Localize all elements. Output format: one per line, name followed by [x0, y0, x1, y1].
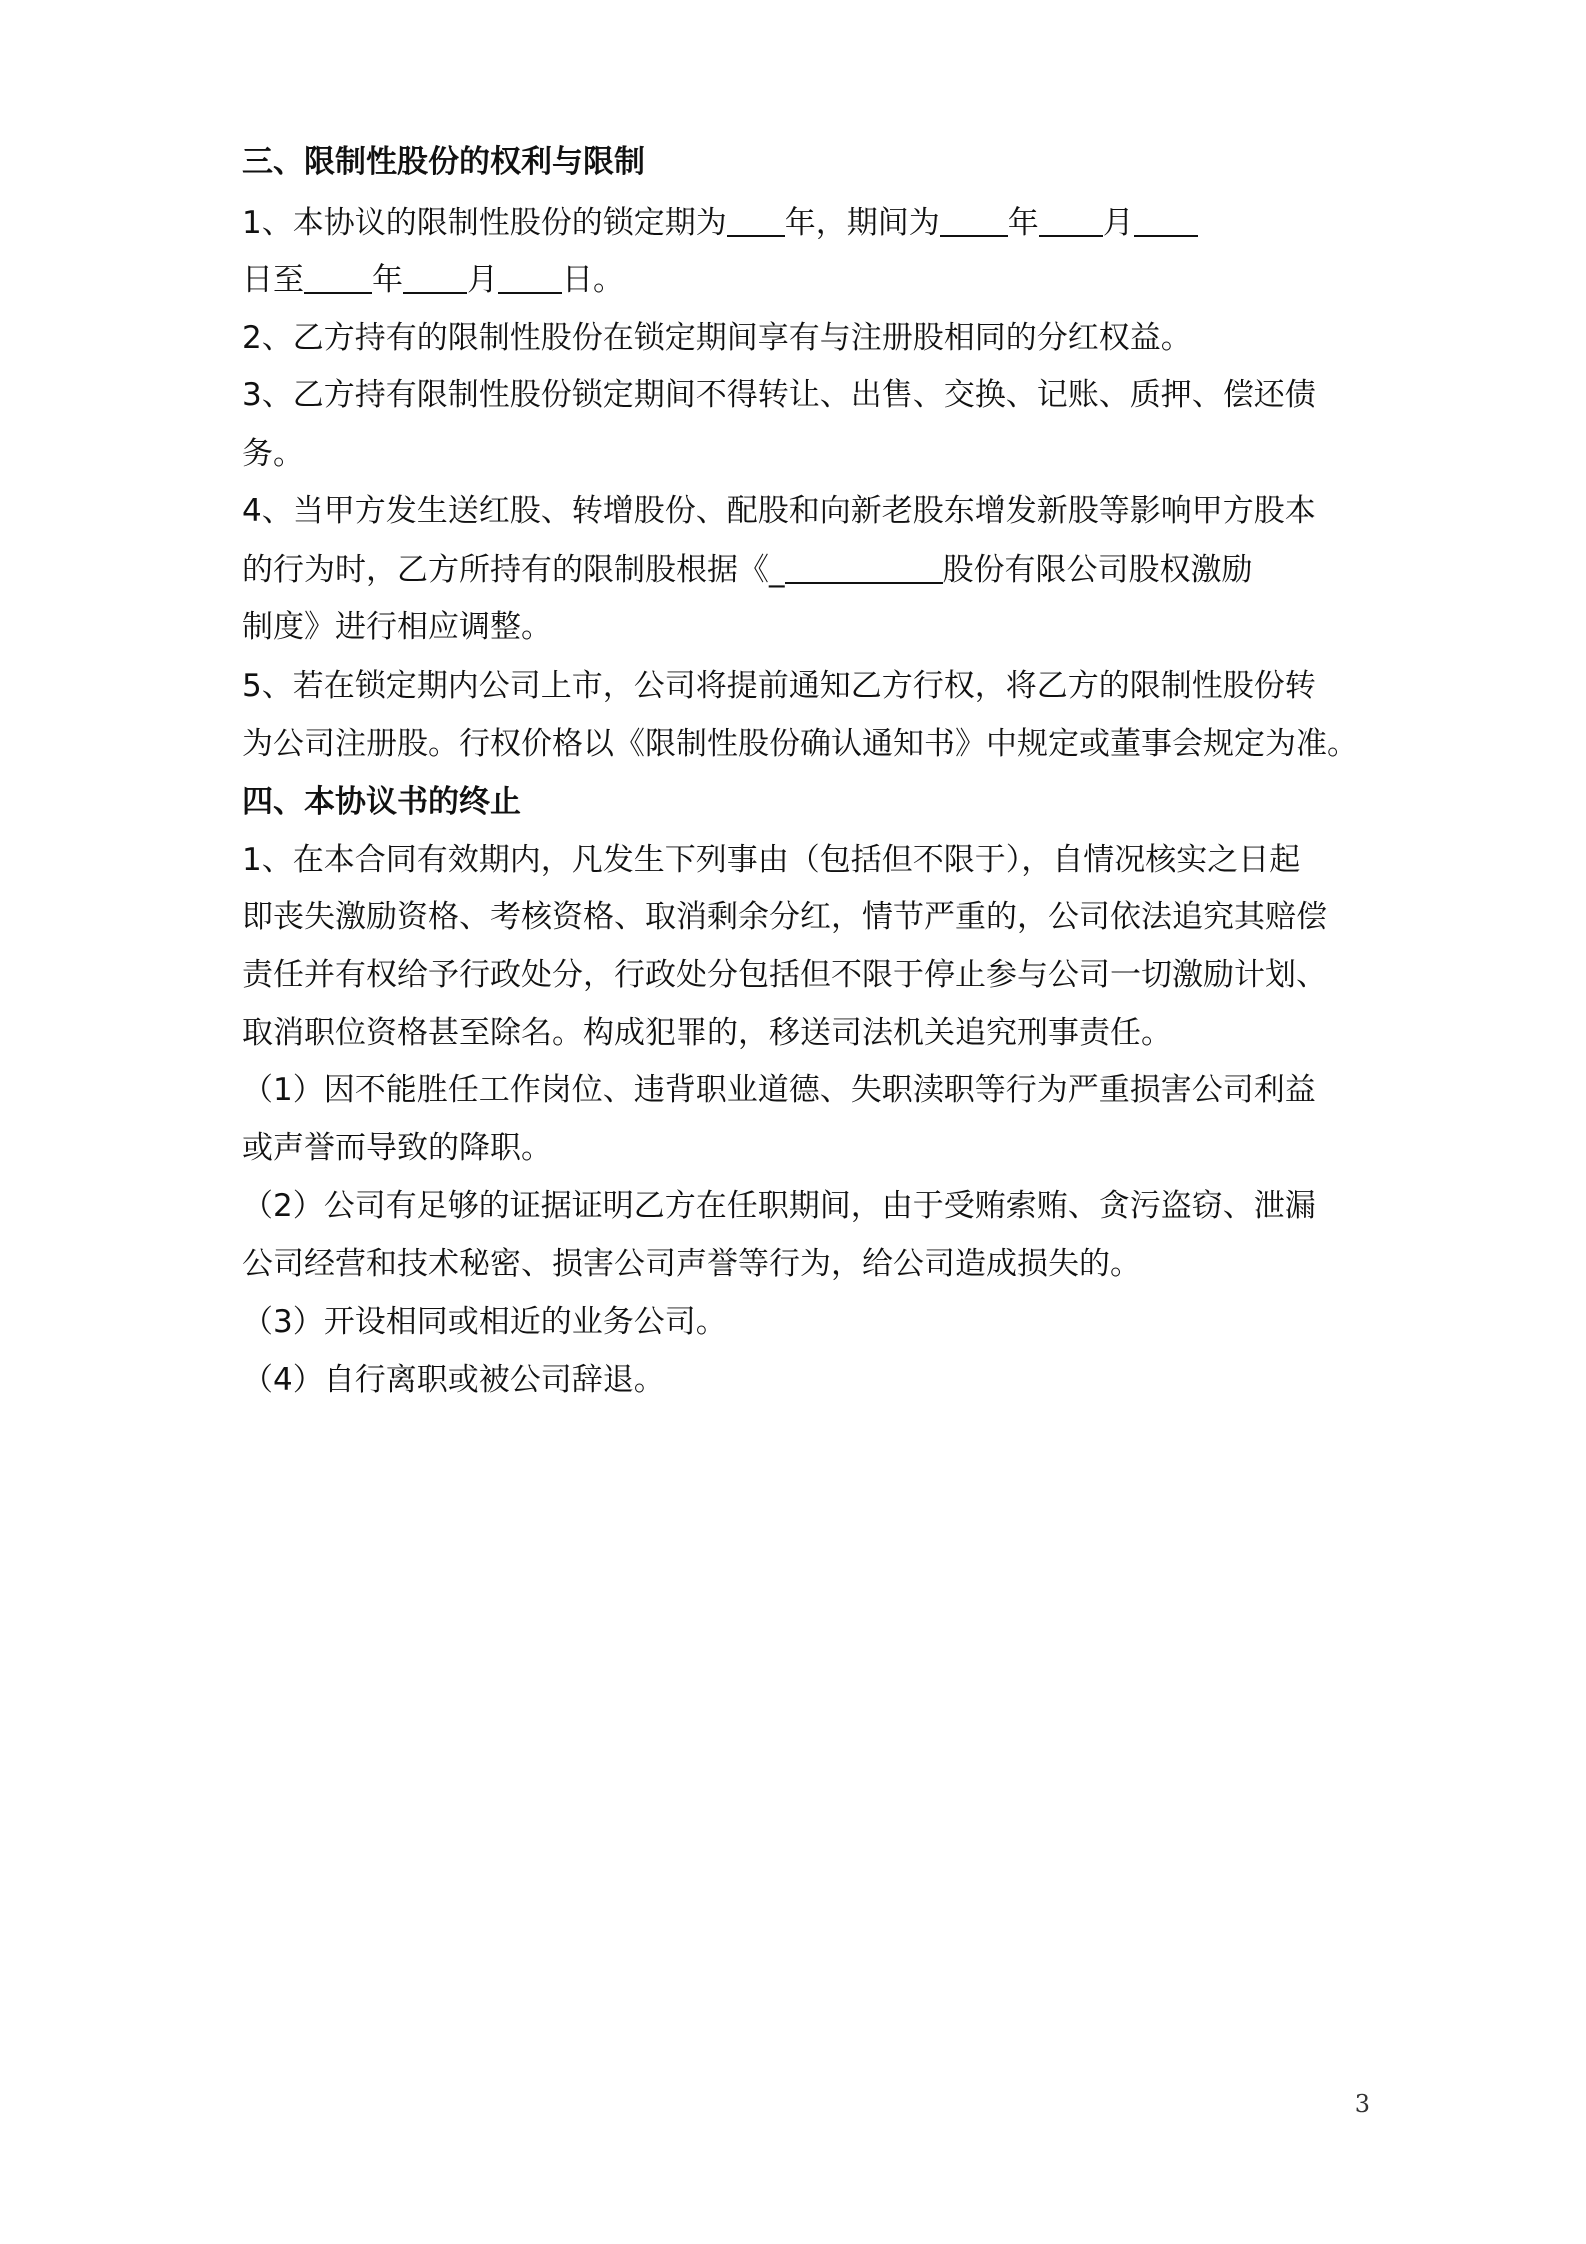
clause-4-sub-2-line-2: 公司经营和技术秘密、损害公司声誉等行为，给公司造成损失的。 [242, 1246, 1141, 1282]
start-month-blank[interactable] [1039, 205, 1103, 237]
clause-4-sub-3: （3）开设相同或相近的业务公司。 [242, 1304, 727, 1340]
clause-4-sub-4: （4）自行离职或被公司辞退。 [242, 1362, 665, 1398]
clause-4-sub-2-line-1: （2）公司有足够的证据证明乙方在任职期间，由于受贿索贿、贪污盗窃、泄漏 [242, 1188, 1316, 1224]
clause-3-3-line-1: 3、乙方持有限制性股份锁定期间不得转让、出售、交换、记账、质押、偿还债 [242, 377, 1316, 413]
page-number: 3 [1354, 2090, 1370, 2118]
section-4-heading: 四、本协议书的终止 [242, 784, 521, 820]
clause-3-1-text: 日至 [242, 262, 304, 298]
clause-3-2: 2、乙方持有的限制性股份在锁定期间享有与注册股相同的分红权益。 [242, 320, 1192, 356]
end-year-blank[interactable] [304, 262, 372, 294]
clause-3-1-text: 年 [372, 262, 403, 298]
clause-3-1-text: 年 [1007, 205, 1039, 241]
clause-3-4-text: 的行为时，乙方所持有的限制股根据《_ [242, 552, 785, 588]
clause-4-1-line-2: 即丧失激励资格、考核资格、取消剩余分红，情节严重的，公司依法追究其赔偿 [242, 899, 1327, 935]
clause-4-1-line-4: 取消职位资格甚至除名。构成犯罪的，移送司法机关追究刑事责任。 [242, 1015, 1172, 1051]
clause-4-sub-1-line-2: 或声誉而导致的降职。 [242, 1130, 552, 1166]
company-name-blank[interactable] [785, 552, 943, 584]
clause-3-5-line-1: 5、若在锁定期内公司上市，公司将提前通知乙方行权，将乙方的限制性股份转 [242, 668, 1316, 704]
clause-3-5-line-2: 为公司注册股。行权价格以《限制性股份确认通知书》中规定或董事会规定为准。 [242, 726, 1358, 762]
clause-3-3-line-2: 务。 [242, 436, 304, 472]
lock-years-blank[interactable] [727, 205, 785, 237]
start-year-blank[interactable] [940, 205, 1008, 237]
clause-3-4-line-1: 4、当甲方发生送红股、转增股份、配股和向新老股东增发新股等影响甲方股本 [242, 493, 1316, 529]
clause-3-4-line-3: 制度》进行相应调整。 [242, 609, 552, 645]
clause-3-1-line-2 [242, 258, 1362, 302]
clause-3-4-line-2 [242, 548, 1362, 592]
clause-3-1-text: 月 [467, 262, 498, 298]
clause-3-1-text: 日。 [562, 262, 624, 298]
clause-3-1-text: 1、本协议的限制性股份的锁定期为 [242, 205, 727, 241]
end-day-blank[interactable] [498, 262, 562, 294]
end-month-blank[interactable] [403, 262, 467, 294]
clause-4-sub-1-line-1: （1）因不能胜任工作岗位、违背职业道德、失职渎职等行为严重损害公司利益 [242, 1072, 1316, 1108]
clause-3-1-text: 月 [1102, 205, 1134, 241]
clause-3-1-line-1 [242, 201, 1362, 245]
section-3-heading: 三、限制性股份的权利与限制 [242, 144, 645, 180]
clause-3-1-text: 年，期间为 [784, 205, 940, 241]
clause-4-1-line-3: 责任并有权给予行政处分，行政处分包括但不限于停止参与公司一切激励计划、 [242, 957, 1327, 993]
clause-3-4-text: 股份有限公司股权激励 [942, 552, 1253, 588]
start-day-blank[interactable] [1134, 205, 1198, 237]
clause-4-1-line-1: 1、在本合同有效期内，凡发生下列事由（包括但不限于），自情况核实之日起 [242, 842, 1301, 878]
